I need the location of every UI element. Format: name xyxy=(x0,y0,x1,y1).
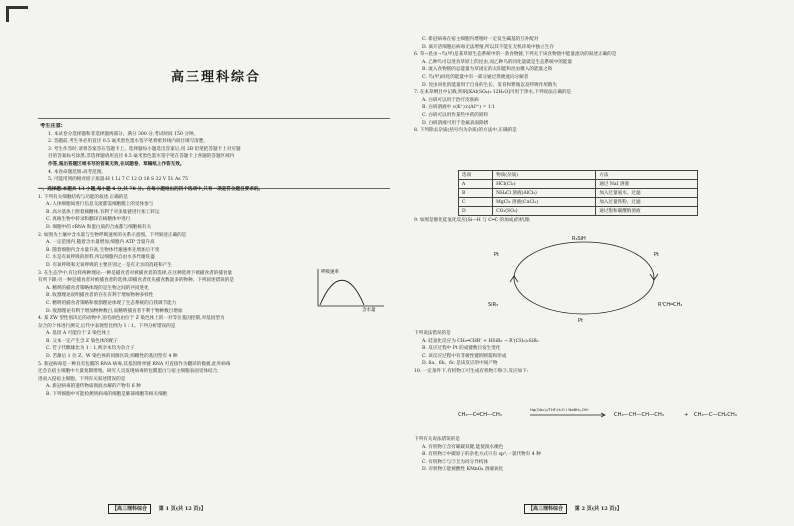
graph-curve xyxy=(320,280,364,305)
table-cell: A xyxy=(459,180,493,189)
catalytic-cycle-diagram xyxy=(454,226,714,326)
reactant: CH₃—C═CH—CH₃ xyxy=(458,412,502,418)
option: D. 6a、6b、6c 是该反应的中间产物 xyxy=(422,361,498,367)
option: C. 水是有氧呼吸的原料,所以细胞内自由水多代谢旺盛 xyxy=(46,255,155,261)
table-cell: MgCl₂ 溶液(CuCl₂) xyxy=(493,198,596,207)
option: A. 精明的捕食者策略体现的是生物之间的共同进化 xyxy=(46,285,149,291)
option: D. 昆虫同化的能量用于自身的生长、发育和繁殖以及呼吸作用散失 xyxy=(422,82,558,88)
table-header-row xyxy=(459,171,698,180)
question-4-stem: 杂合的个体进行测交,后代中表现型比例为 1∶1。下列分析错误的是 xyxy=(38,323,176,329)
table-row xyxy=(459,198,698,207)
section-heading: 一、选择题:本题共 13 小题,每小题 6 分,共 78 分。在每小题给出的四个选项中,只有一项是符合题目要求的。 xyxy=(38,187,264,192)
option: A. 人体细胞间进行信息交流都需细胞膜上的受体参与 xyxy=(46,202,154,208)
right-footer xyxy=(524,505,622,512)
plus-sign: + xyxy=(684,412,689,418)
option: B. 反应过程中 Pt 的成键数目发生变化 xyxy=(422,346,501,352)
question-9-stem: 9. 如图是催化硅氢化反应(Si—H 与 C═C 的加成)的机理: xyxy=(414,218,531,223)
cycle-label: Pt xyxy=(654,252,659,258)
notice-line: 目的答案标号涂黑;非选择题请用直径 0.5 毫米黑色墨水签字笔在答题卡上各题的答题区域内 xyxy=(48,154,235,160)
option: C. 有机物②与③互为同分异构体 xyxy=(422,459,488,465)
option: B. 白矾溶液中 c(K⁺)∶c(Al³⁺) = 1∶1 xyxy=(422,105,495,111)
question-8-stem: 8. 下列除去杂质(括号内为杂质)的方法中,正确的是 xyxy=(414,128,517,134)
option: C. 鸟(甲)同化的能量中有一部分通过粪便流向分解者 xyxy=(422,74,529,80)
option: D. 离开活细胞后病毒无法增殖,所以其不能在无机环境中独立生存 xyxy=(422,44,554,50)
notice-line: 作答,超出答题区域书写的答案无效,在试题卷、草稿纸上作答无效。 xyxy=(48,161,185,167)
table-cell: 加入过量铁粉、过滤 xyxy=(596,198,698,207)
option: D. 若雄后 1 位 Z、W 染色体的同源区段,则雌性的基因型有 4 种 xyxy=(46,354,178,360)
option: B. 有机物②中碳原子的杂化方式只有 sp³,一氯代物有 4 种 xyxy=(422,452,541,458)
exam-title: 高三理科综合 xyxy=(170,70,261,85)
question-7-stem: 7. 在本草纲目中记载,明矾[KAl(SO₄)₂·12H₂O]可用于净水,下列说法正确的是 xyxy=(414,90,572,96)
notice-line: 4. 本卷命题范围:高考范围。 xyxy=(48,169,106,175)
cycle-label: R'CH═CH₂ xyxy=(658,302,683,308)
cycle-loop xyxy=(514,242,654,314)
left-footer xyxy=(108,505,206,512)
question-5-stem: 还会在宿主细胞中大量复制增殖。研究人员发现病毒的包膜蛋白与宿主细胞表面受体结合, xyxy=(38,369,219,375)
table-cell: D xyxy=(459,207,493,216)
question-10-stem: 10. 一定条件下,有机物①可生成有机物②和③,反应如下: xyxy=(414,368,529,374)
question-3-stem: 有所下降;另一种是捕食者对被捕食者的选择,即捕食者优先捕食数量多的物种。下列叙述错误的是 xyxy=(38,278,234,284)
table-row xyxy=(459,189,698,198)
table-cell: NH₄Cl 溶液(AlCl₃) xyxy=(493,189,596,198)
question-9-heading-wrap xyxy=(414,217,782,225)
option: C. 若子代雌雄比为 1∶1,则亲本均为杂合子 xyxy=(46,346,135,352)
impurity-table xyxy=(458,170,698,216)
option: C. 该反应过程中有非极性键的断裂和形成 xyxy=(422,353,507,359)
option: D. 细胞中的 rRNA 和蛋白质的合成都与细胞核有关 xyxy=(46,224,152,230)
reaction-equation xyxy=(458,402,758,430)
option: A. 硅氢化反应为 CH₂═CHR' + HSiR₃ → R'(CH₂)₂SiR₃ xyxy=(422,338,539,344)
notice-line: 1. 本试卷分选择题和非选择题两部分。满分 300 分,考试时间 150 分钟。 xyxy=(48,131,199,137)
cycle-label: SiR₃ xyxy=(488,302,499,308)
product-2: CH₃—C—CH₂CH₃ xyxy=(694,412,737,418)
option: B. 收割理论说明捕食者的存在有利于增加物种多样性 xyxy=(46,293,154,299)
option: C. 新冠病毒在宿主细胞内增殖时一定发生碱基的互补配对 xyxy=(422,37,539,42)
footer-name: 【高三理科综合 xyxy=(108,504,151,514)
respiration-graph xyxy=(308,266,388,312)
option: A. 乙种鸟可以进食草原上的昆虫,而乙种鸟的同化量就是生态系统中的能量 xyxy=(422,59,573,65)
option: B. 高尔基体上附着核糖体,有利于对多肽链进行加工转运 xyxy=(46,209,160,215)
notice-line: 5. 可能用到的相对原子质量:H 1 Li 7 C 12 O 16 S 32 V 51 As 75 xyxy=(48,177,188,183)
right-page xyxy=(414,8,786,516)
table-header: 方法 xyxy=(596,171,698,180)
option: B. 父本一定产生含 Z 染色体的配子 xyxy=(46,338,119,344)
question-5-stem: 进而入侵宿主细胞。下列有关叙述错误的是 xyxy=(38,376,126,382)
table-cell: C xyxy=(459,198,493,207)
question-2-stem: 2. 如图为土壤中含水量与生物呼吸速率的关系示意图。下列叙述正确的是 xyxy=(38,232,187,238)
option: B. 流入食物链的总能量为草固定的太阳能和昆虫摄入的能量之和 xyxy=(422,67,553,73)
question-3-stem: 3. 在生态学中,有这样两种理论:一种是捕食者对被捕食者的选择,在这种选择下被捕食者的捕食量 xyxy=(38,270,233,276)
option: A. 基因 A 可能位于 Z 染色体上 xyxy=(46,331,111,337)
option: C. 真核生物中转录和翻译在核糖体中进行 xyxy=(46,217,131,223)
cycle-label: Pt xyxy=(578,318,583,324)
notice-box xyxy=(38,118,390,189)
footer-name: 【高三理科综合 xyxy=(524,504,567,514)
table-cell: 通过饱和碳酸钠溶液 xyxy=(596,207,698,216)
table-header: 物质(杂质) xyxy=(493,171,596,180)
option: D. 白矾溶液可用于金属表面除锈 xyxy=(422,120,489,126)
question-10-options xyxy=(414,436,782,474)
option: A. 白矾可以用于治疗皮肤病 xyxy=(422,97,479,103)
option: D. 收割理论有利于增加物种数目,而精明捕食者不利于物种数目增加 xyxy=(46,308,183,314)
table-row xyxy=(459,207,698,216)
cycle-label: Pt xyxy=(494,252,499,258)
table-header: 选项 xyxy=(459,171,493,180)
product-1: CH₃—CH—CH—CH₃ xyxy=(614,412,664,418)
question-1-stem: 1. 下列有关细胞结构与功能的叙述,正确的是 xyxy=(38,194,128,200)
left-page xyxy=(38,8,394,516)
table-cell: 通过 NaI 溶液 xyxy=(596,180,698,189)
question-2-options xyxy=(38,239,268,269)
table-cell: B xyxy=(459,189,493,198)
notice-line: 3. 考生作答时,请将答案答在答题卡上。选择题每小题选出答案后,用 2B 铅笔把答题卡上对应题 xyxy=(48,146,241,152)
reaction-conditions: Hg(OAc)₂/THF-H₂O / NaBH₄,OH⁻ xyxy=(530,407,590,412)
notice-heading: 考生注意: xyxy=(40,123,63,129)
option: C. 白矾可以用作某些中药的原料 xyxy=(422,112,488,118)
question-9-options xyxy=(414,330,782,376)
option: D. 有机物①能被酸性 KMnO₄ 溶液氧化 xyxy=(422,467,504,473)
option-prompt: 下列有关说法错误的是 xyxy=(414,437,460,442)
question-5-stem: 5. 新冠病毒是一种具有包膜的 RNA 病毒,其基因组单链 RNA 可直接作为翻译的模板,此外病毒 xyxy=(38,361,231,367)
notice-line: 2. 答题前,考生务必用直径 0.5 毫米黑色墨水签字笔将密封线内项目填写清楚。 xyxy=(48,139,208,145)
option: D. 有氧呼吸和无氧呼吸的主要区别之一是有无水的消耗和产生 xyxy=(46,262,172,268)
footer-page: 第 1 页(共 12 页)】 xyxy=(158,506,206,512)
option: B. 下列细胞中可能检测到病毒的细胞是肺部细胞等相关细胞 xyxy=(46,392,168,398)
graph-y-label: 呼吸速率 xyxy=(321,270,339,275)
question-4-stem: 4. 某 ZW 型性别决定的动物中,羽毛颜色由位于 Z 染色体上的一对等位基因控制,对基因型为 xyxy=(38,316,225,322)
question-6-stem: 6. 草→昆虫→鸟(甲)是某草原生态系统中的一条食物链,下列关于该食物链中能量流动的叙述正确的是 xyxy=(414,52,617,58)
option: A. 有机物①含有碳碳双键,能使溴水褪色 xyxy=(422,444,504,450)
table-cell: HCl(Cl₂) xyxy=(493,180,596,189)
graph-x-label: 含水量 xyxy=(362,308,376,312)
corner-mark xyxy=(6,6,28,22)
table-cell: CO₂(SO₂) xyxy=(493,207,596,216)
cycle-label: R₃SiH xyxy=(572,236,586,242)
table-cell: 加入过量氨水、过滤 xyxy=(596,189,698,198)
option: B. 随着细胞内含水量升高,生物体代谢速率先增加后不变 xyxy=(46,247,160,253)
option: A. 新冠病毒的遗传物质彻底水解的产物有 6 种 xyxy=(46,384,141,390)
option-prompt: 下列说法错误的是 xyxy=(414,331,451,336)
right-column xyxy=(414,36,782,135)
footer-page: 第 2 页(共 12 页)】 xyxy=(574,506,622,512)
option: C. 精明的捕食者策略和收割理论体现了生态系统的自我调节能力 xyxy=(46,300,177,306)
table-row xyxy=(459,180,698,189)
option: A. 一定范围内,随着含水量增加,细胞内 ATP 含量升高 xyxy=(46,240,155,246)
